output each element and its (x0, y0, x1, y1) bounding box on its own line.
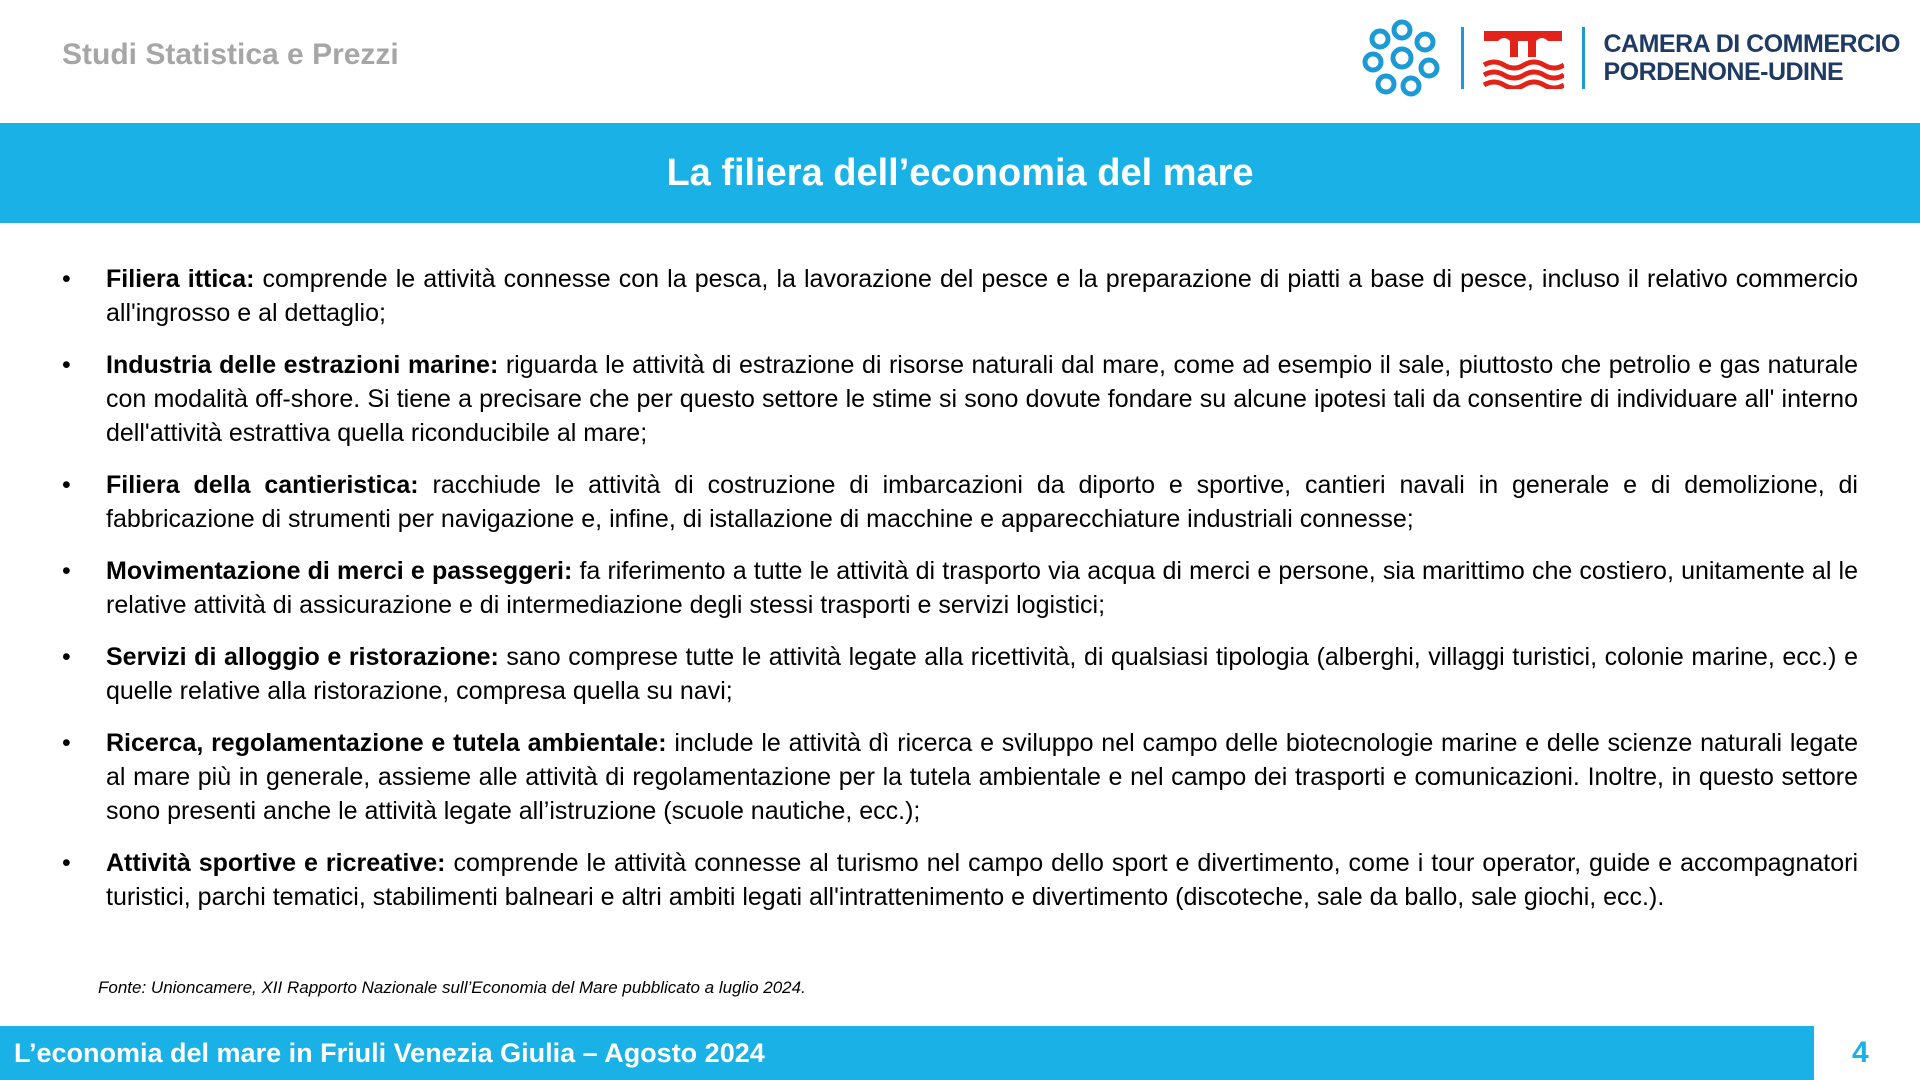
list-item-text (106, 348, 1858, 450)
bullet-icon: • (62, 557, 71, 585)
logo-divider (1582, 27, 1585, 89)
list-item-description: comprende le attività connesse con la pesca, la lavorazione del pesce e la preparazione di piatti a base di pesce, incluso il relativo commercio all'ingrosso e al dettaglio; (106, 265, 1858, 327)
list-item (62, 348, 1858, 450)
list-item-text (106, 262, 1858, 330)
list-item-description: comprende le attività connesse al turismo nel campo dello sport e divertimento, come i tour operator, guide e accompagnatori turistici, parchi tematici, stabilimenti balneari e altri ambiti legati all'intrattenimento e divertimento (discoteche, sale da ballo, sale giochi, ecc.). (106, 849, 1858, 911)
list-item-text (106, 846, 1858, 914)
bullet-list (62, 262, 1858, 932)
logo-line-2: PORDENONE-UDINE (1603, 58, 1844, 86)
bullet-icon: • (62, 729, 71, 757)
chamber-logo (1361, 18, 1900, 98)
bridge-waves-icon (1482, 27, 1564, 89)
list-item-description: fa riferimento a tutte le attività di trasporto via acqua di merci e persone, sia marittimo che costiero, unitamente al le relative attività di assicurazione e di intermediazione degli stessi trasporti e servizi logistici; (106, 557, 1859, 619)
bullet-icon: • (62, 849, 71, 877)
list-item-description: racchiude le attività di costruzione di imbarcazioni da diporto e sportive, cantieri navali in generale e di demolizione, di fabbricazione di strumenti per navigazione e, infine, di istallazione di macchine e apparecchiature industriali connesse; (106, 471, 1858, 533)
list-item-term: Industria delle estrazioni marine: (106, 351, 499, 379)
page-number: 4 (1852, 1036, 1869, 1069)
bullet-icon: • (62, 471, 71, 499)
bullet-icon: • (62, 643, 71, 671)
list-item (62, 468, 1858, 536)
list-item (62, 640, 1858, 708)
header (0, 0, 1920, 123)
logo-divider (1461, 27, 1464, 89)
source-note: Fonte: Unioncamere, XII Rapporto Nazionale sull’Economia del Mare pubblicato a luglio 2024. (98, 978, 806, 997)
list-item (62, 554, 1858, 622)
list-item-term: Filiera della cantieristica: (106, 471, 419, 499)
list-item-description: sano comprese tutte le attività legate alla ricettività, di qualsiasi tipologia (alberghi, villaggi turistici, colonie marine, ecc.) e quelle relative alla ristorazione, compresa quella su navi; (106, 643, 1858, 705)
logo-text (1603, 30, 1900, 86)
slide-title: La filiera dell’economia del mare (666, 151, 1254, 194)
list-item-text (106, 468, 1858, 536)
list-item (62, 262, 1858, 330)
list-item-description: include le attività dì ricerca e sviluppo nel campo delle biotecnologie marine e delle scienze naturali legate al mare più in generale, assieme alle attività di regolamentazione per la tutela ambientale e nel campo dei trasporti e comunicazioni. Inoltre, in questo settore sono presenti anche le attività legate all’istruzione (scuole nautiche, ecc.); (106, 729, 1859, 825)
list-item (62, 726, 1858, 828)
bullet-icon: • (62, 265, 71, 293)
list-item-term: Attività sportive e ricreative: (106, 849, 446, 877)
department-label: Studi Statistica e Prezzi (62, 38, 399, 71)
list-item (62, 846, 1858, 914)
list-item-term: Filiera ittica: (106, 265, 255, 293)
chamber-of-commerce-circles-icon (1361, 18, 1443, 98)
bullet-icon: • (62, 351, 71, 379)
footer-text: L’economia del mare in Friuli Venezia Giulia – Agosto 2024 (14, 1037, 765, 1068)
title-band (0, 123, 1920, 223)
list-item-text (106, 640, 1858, 708)
logo-line-1: CAMERA DI COMMERCIO (1603, 30, 1900, 58)
list-item-text (106, 554, 1858, 622)
list-item-term: Movimentazione di merci e passeggeri: (106, 557, 573, 585)
list-item-term: Servizi di alloggio e ristorazione: (106, 643, 499, 671)
list-item-text (106, 726, 1858, 828)
footer-band (0, 1026, 1814, 1080)
list-item-description: riguarda le attività di estrazione di risorse naturali dal mare, come ad esempio il sale, piuttosto che petrolio e gas naturale con modalità off-shore. Si tiene a precisare che per questo settore le stime si sono dovute fondare su alcune ipotesi tali da consentire di individuare all' interno dell'attività estrattiva quella riconducibile al mare; (106, 351, 1858, 447)
list-item-term: Ricerca, regolamentazione e tutela ambientale: (106, 729, 667, 757)
